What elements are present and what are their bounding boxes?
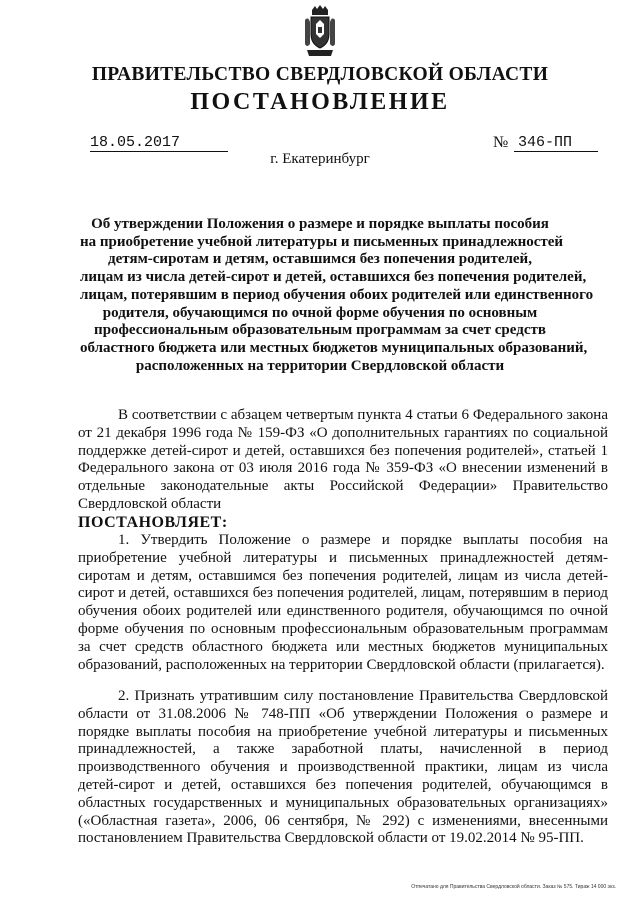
document-date: 18.05.2017 [90,134,228,152]
title-line: профессиональным образовательным программам за счет средств [94,322,546,339]
print-note: Отпечатано для Правительства Свердловской области. Заказ № 575. Тираж 14 000 экз. [411,884,616,890]
title-line: Об утверждении Положения о размере и порядке выплаты пособия [91,216,549,232]
paragraph-1: 1. Утвердить Положение о размере и порядке выплаты пособия на приобретение учебной литературы и письменных принадлежностей детям-сиротам и детям, оставшимся без попечения родителей, лицам из числа детей-сирот и детей, оставшихся без попечения родителей, лицам, потерявшим в период обучения обоих родителей или единственного родителя, обучающимся по очной форме обучения по основным профессиональным образовательным программам за счет средств областного бюджета или местных бюджетов муниципальных образований, расположенных на территории Свердловской области (прилагается). [78,532,608,673]
title-line: на приобретение учебной литературы и письменных принадлежностей [80,233,564,250]
title-line: лицам из числа детей-сирот и детей, оставшихся без попечения родителей, [80,269,587,286]
paragraph-2: 2. Признать утратившим силу постановление Правительства Свердловской области от 31.08.2006 № 748-ПП «Об утверждении Положения о размере и порядке выплаты пособия на приобретение учебной литературы и письменных принадлежностей, а также заработной платы, начисленной в период производственного обучения и производственной практики, лицам из числа детей-сирот и детей, оставшихся без попечения родителей, обучающимся в областных государственных и муниципальных образовательных организациях» («Областная газета», 2006, 06 сентября, № 292) с изменениями, внесенными постановлением Правительства Свердловской области от 19.02.2014 № 95-ПП. [78,688,608,847]
coat-of-arms-icon [303,4,337,60]
intro-paragraph: В соответствии с абзацем четвертым пункта 4 статьи 6 Федерального закона от 21 декабря 1996 года № 159-ФЗ «О дополнительных гарантиях по социальной поддержке детей-сирот и детей, оставшихся без попечения родителей», статьей 1 Федерального закона от 03 июля 2016 года № 359-ФЗ «О внесении изменений в отдельные законодательные акты Российской Федерации» Правительство Свердловской области [78,407,608,512]
decree-word: ПОСТАНОВЛЯЕТ: [78,514,228,531]
number-label: № [493,134,509,151]
title-line: областного бюджета или местных бюджетов муниципальных образований, [80,339,588,356]
title-line: детям-сиротам и детям, оставшимся без попечения родителей, [108,251,532,268]
title-line: лицам, потерявшим в период обучения обоих родителей или единственного [80,286,594,303]
organization-name: ПРАВИТЕЛЬСТВО СВЕРДЛОВСКОЙ ОБЛАСТИ [91,64,549,85]
title-line: родителя, обучающимся по очной форме обучения по основным [102,304,538,321]
document-number: 346-ПП [514,134,598,152]
document-title [80,216,594,375]
document-type: ПОСТАНОВЛЕНИЕ [190,89,450,115]
city: г. Екатеринбург [270,151,370,167]
title-line: расположенных на территории Свердловской области [135,357,505,374]
